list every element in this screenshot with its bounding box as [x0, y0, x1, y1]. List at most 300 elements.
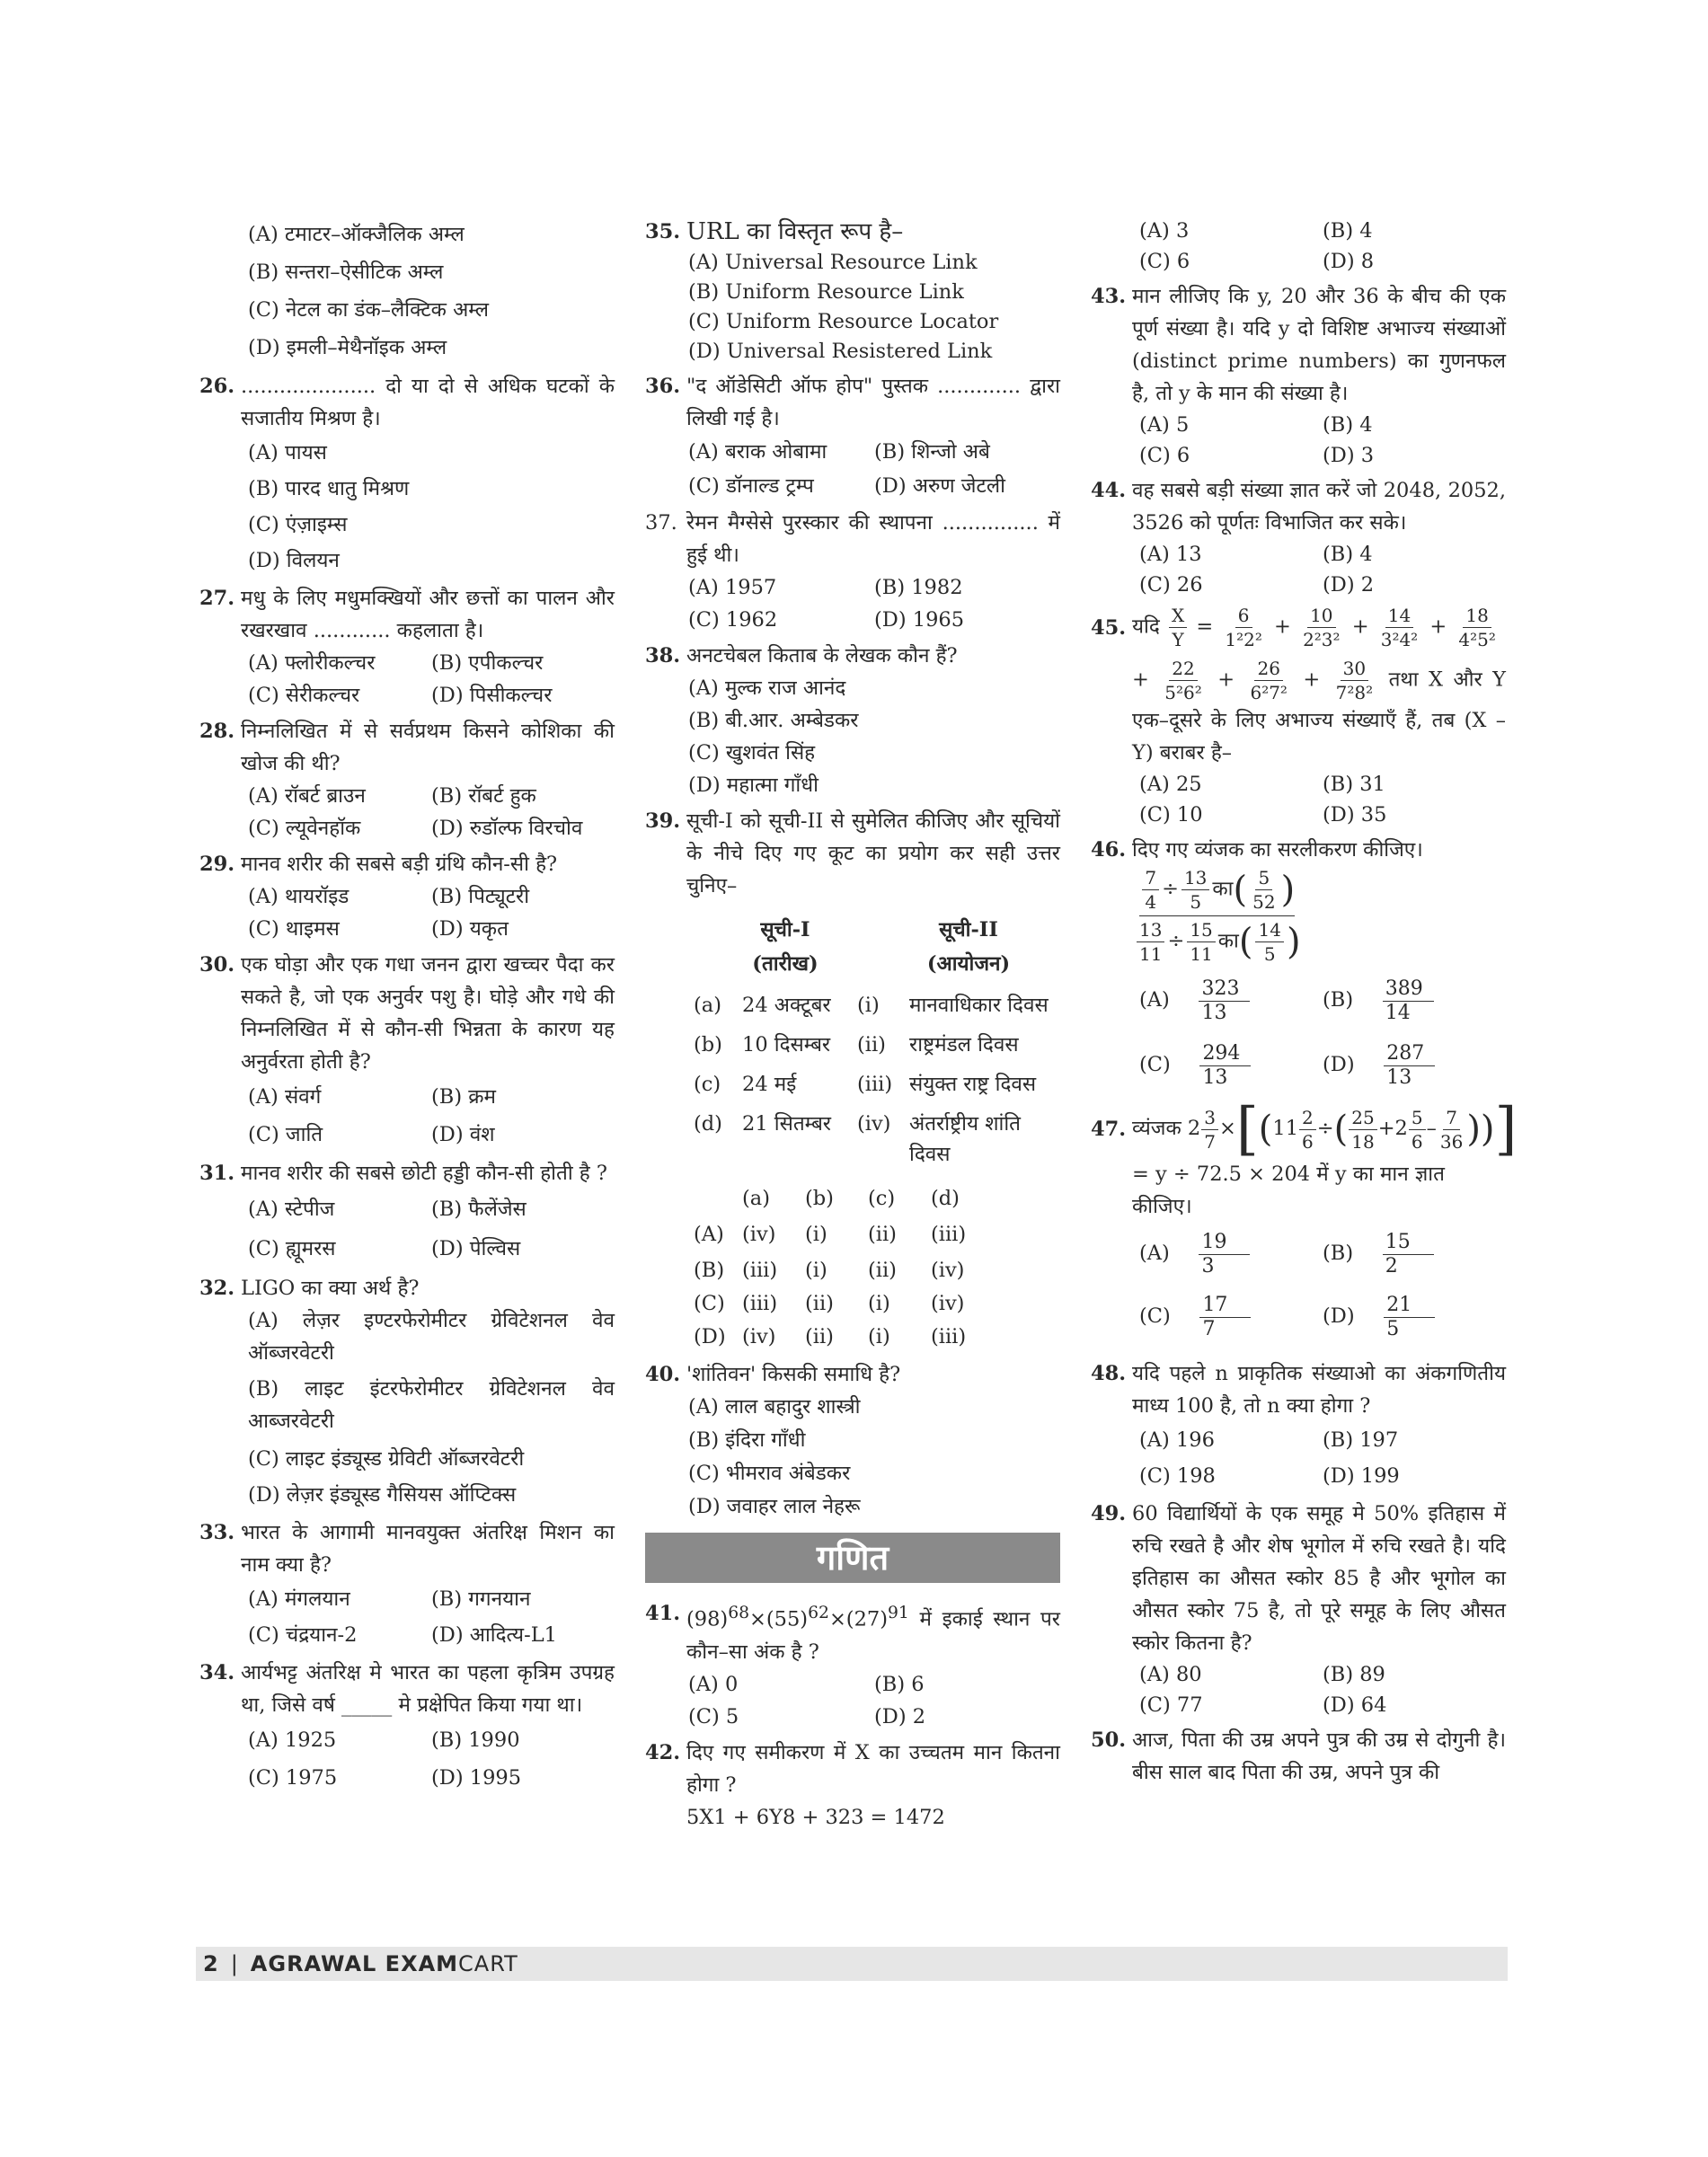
- fraction-denominator: 6: [1302, 1130, 1314, 1153]
- option-b: (B) एपीकल्चर: [431, 651, 544, 675]
- question-text: मानव शरीर की सबसे बड़ी ग्रंथि कौन-सी है?: [241, 853, 558, 876]
- option-label: (C): [1139, 1304, 1171, 1328]
- question-number: 49.: [1091, 1502, 1127, 1525]
- list-2-subtitle: (आयोजन): [926, 952, 1011, 976]
- option-d: (D) वंश: [431, 1123, 495, 1146]
- question-number: 26.: [199, 375, 235, 398]
- option-b: (B) बी.आर. अम्बेडकर: [688, 709, 859, 732]
- question-number: 47.: [1091, 1118, 1127, 1141]
- option-d: (D) 2: [1323, 573, 1375, 597]
- footer-separator: |: [230, 1951, 238, 1976]
- question-number: 36.: [645, 375, 681, 398]
- question-26: [199, 370, 615, 579]
- question-number: 37.: [645, 511, 677, 535]
- question-28: [199, 715, 615, 844]
- row-roman: (ii): [857, 1033, 886, 1056]
- option-d: [1323, 1038, 1506, 1092]
- list-2-title: सूची-II: [939, 918, 998, 941]
- option-a: (A) मंगलयान: [248, 1587, 350, 1611]
- code-row: [694, 1319, 1060, 1355]
- code-cell: (iv): [742, 1223, 776, 1246]
- brand-part: AGRAWAL: [250, 1951, 385, 1976]
- option-d: (D) महात्मा गाँधी: [688, 774, 819, 797]
- code-cell: (iii): [742, 1292, 778, 1315]
- option-a: (A) लाल बहादुर शास्त्री: [688, 1395, 861, 1419]
- option-b: (B) सन्तरा–ऐसीटिक अम्ल: [248, 261, 444, 284]
- fraction-denominator: 14: [1385, 1001, 1411, 1024]
- option-d: (D) विलयन: [248, 549, 340, 572]
- question-number: 35.: [645, 220, 681, 243]
- option-a: (A) मुल्क राज आनंद: [688, 676, 846, 700]
- question-37: [645, 507, 1060, 636]
- code-cell: (ii): [805, 1292, 834, 1315]
- row-label: (a): [694, 994, 721, 1017]
- question-42-options: [1091, 216, 1506, 277]
- question-text: दिए गए समीकरण में X का उच्चतम मान कितना होगा ?: [686, 1740, 1060, 1797]
- option-a: (A) 3: [1139, 219, 1190, 243]
- option-c: (C) लाइट इंड्यूस्ड ग्रेविटी ऑब्जरवेटरी: [248, 1447, 525, 1471]
- question-44: [1091, 474, 1506, 600]
- question-text: यदि पहले n प्राकृतिक संख्याओ का अंकगणितीय माध्य 100 है, तो n क्या होगा ?: [1132, 1362, 1506, 1418]
- code-cell: (iii): [742, 1259, 778, 1282]
- question-text: निम्नलिखित में से सर्वप्रथम किसने कोशिका की खोज की थी?: [241, 720, 615, 775]
- exponent-2: 62: [808, 1604, 829, 1622]
- question-38: [645, 640, 1060, 801]
- question-46: [1091, 834, 1506, 1092]
- option-c: (C) सेरीकल्चर: [248, 684, 360, 707]
- question-number: 32.: [199, 1277, 235, 1300]
- brand-logo: [251, 1951, 518, 1976]
- row-label: (d): [694, 1112, 722, 1136]
- option-c: (C) 6: [1139, 444, 1190, 467]
- question-36: [645, 370, 1060, 503]
- match-row: [694, 1030, 1060, 1060]
- option-d: (D) 199: [1323, 1464, 1400, 1488]
- code-cell: (iv): [931, 1292, 965, 1315]
- option-a: (A) 0: [688, 1672, 739, 1696]
- option-b: (B) 197: [1323, 1428, 1399, 1452]
- question-number: 43.: [1091, 285, 1127, 308]
- option-b: (B) 1982: [874, 576, 963, 599]
- question-text: रेमन मैग्सेसे पुरस्कार की स्थापना ............... में हुई थी।: [686, 511, 1060, 567]
- question-tail: में इकाई स्थान पर कौन–सा अंक है ?: [686, 1607, 1060, 1664]
- option-b: (B) शिन्जो अबे: [874, 440, 990, 464]
- option-a: (A) टमाटर–ऑक्जैलिक अम्ल: [248, 223, 465, 246]
- code-row: [694, 1252, 1060, 1288]
- list-1-subtitle: (तारीख): [752, 952, 819, 976]
- exponent-1: 68: [728, 1604, 750, 1622]
- whole-number: 2: [1394, 1117, 1408, 1140]
- fraction-denominator: 13: [1201, 1001, 1227, 1024]
- base-3: ×(27): [828, 1607, 888, 1631]
- option-d: (D) 1965: [874, 608, 965, 632]
- option-a: (A) पायस: [248, 441, 327, 464]
- fraction-numerator: 18: [1463, 604, 1491, 628]
- option-label: (B): [1323, 988, 1354, 1012]
- option-c: (C) डॉनाल्ड ट्रम्प: [688, 474, 814, 498]
- option-a: [1139, 973, 1323, 1027]
- fraction-denominator: 5²6²: [1164, 682, 1202, 703]
- question-number: 42.: [645, 1740, 681, 1764]
- question-text: [686, 1597, 1060, 1668]
- option-d: (D) आदित्य-L1: [431, 1623, 557, 1647]
- ka-text: का: [1212, 877, 1234, 901]
- list-1-title: सूची-I: [760, 918, 810, 941]
- option-c: (C) 5: [688, 1704, 739, 1728]
- option-c: (C) एंज़ाइम्स: [248, 513, 348, 536]
- option-c: (C) 1962: [688, 608, 778, 632]
- option-label: (C): [1139, 1053, 1171, 1076]
- fraction-numerator: 13: [1137, 918, 1164, 942]
- question-27: [199, 582, 615, 712]
- question-33: [199, 1516, 615, 1653]
- question-text: मान लीजिए कि y, 20 और 36 के बीच की एक पूर्ण संख्या है। यदि y दो विशिष्ट अभाज्य संख्याओं (distinct prime numbers) का गुणनफल है, तो y के मान की संख्या है।: [1132, 285, 1506, 405]
- fraction-numerator: 323: [1199, 977, 1250, 1002]
- option-d: (D) 1995: [431, 1766, 522, 1790]
- question-45: [1091, 604, 1506, 830]
- code-cell: (a): [742, 1187, 770, 1210]
- question-number: 30.: [199, 953, 235, 977]
- code-cell: (C): [694, 1292, 725, 1315]
- code-cell: (d): [931, 1187, 960, 1210]
- option-b: [1323, 973, 1506, 1027]
- row-roman: (i): [857, 994, 880, 1017]
- code-cell: (ii): [868, 1259, 897, 1282]
- row-event: संयुक्त राष्ट्र दिवस: [909, 1073, 1037, 1096]
- question-expression-cont: + $\frac{22}{\text{5²6²}}$ + $\frac{26}{\text{6²7²}}$ + $\frac{30}{\text{7²8²}}$ तथा X और Y एक–दूसरे के लिए अभाज्य संख्याएँ हैं, तब (X – Y) बराबर है–: [1132, 658, 1506, 765]
- question-text: वह सबसे बड़ी संख्या ज्ञात करें जो 2048, 2052, 3526 को पूर्णतः विभाजित कर सके।: [1132, 479, 1506, 535]
- code-row: [694, 1216, 1060, 1252]
- code-cell: (A): [694, 1223, 724, 1246]
- code-cell: (ii): [805, 1325, 834, 1348]
- option-c: (C) ल्यूवेनहॉक: [248, 817, 361, 840]
- row-date: 10 दिसम्बर: [742, 1033, 831, 1056]
- fraction-denominator: 52: [1252, 891, 1276, 913]
- question-35: [645, 216, 1060, 367]
- fraction-numerator: 14: [1255, 918, 1283, 942]
- question-number: 44.: [1091, 479, 1127, 502]
- question-text: मधु के लिए मधुमक्खियों और छत्तों का पालन और रखरखाव ............ कहलाता है।: [241, 587, 615, 642]
- row-date: 24 मई: [742, 1073, 797, 1096]
- column-1: [199, 216, 615, 1797]
- question-text: URL का विस्तृत रूप है–: [686, 218, 904, 245]
- match-table: [694, 913, 1060, 1170]
- option-label: (D): [1323, 1053, 1355, 1076]
- row-roman: (iv): [857, 1112, 891, 1136]
- code-cell: (i): [868, 1292, 890, 1315]
- option-b: (B) लाइट इंटरफेरोमीटर ग्रेविटेशनल वेव आब्जरवेटरी: [248, 1377, 615, 1433]
- code-header: [694, 1180, 1060, 1216]
- fraction-numerator: 22: [1169, 657, 1197, 681]
- column-3: [1091, 216, 1518, 1789]
- option-label: (B): [1323, 1242, 1354, 1265]
- fraction-denominator: 7: [1202, 1317, 1216, 1340]
- option-b: (B) 4: [1323, 543, 1373, 566]
- fraction-denominator: 18: [1351, 1130, 1375, 1153]
- row-event: राष्ट्रमंडल दिवस: [909, 1033, 1019, 1056]
- option-a: (A) 25: [1139, 773, 1202, 796]
- fraction-numerator: X: [1169, 604, 1187, 628]
- fraction-denominator: 5: [1263, 943, 1276, 965]
- fraction-denominator: 7: [1204, 1130, 1216, 1153]
- question-text: भारत के आगामी मानवयुक्त अंतरिक्ष मिशन का नाम क्या है?: [241, 1521, 615, 1577]
- question-number: 31.: [199, 1162, 235, 1185]
- question-50: [1091, 1724, 1506, 1789]
- row-date: 21 सितम्बर: [742, 1112, 832, 1136]
- option-d: (D) लेज़र इंड्यूस्ड गैसियस ऑप्टिक्स: [248, 1483, 517, 1507]
- question-39: [645, 805, 1060, 1355]
- question-number: 34.: [199, 1661, 235, 1684]
- question-number: 40.: [645, 1363, 681, 1386]
- question-text: आर्यभट्ट अंतरिक्ष मे भारत का पहला कृत्रिम उपग्रह था, जिसे वर्ष _____ मे प्रक्षेपित किया गया था।: [241, 1661, 615, 1717]
- option-a: (A) फ्लोरीकल्चर: [248, 651, 376, 675]
- fraction-denominator: 6: [1411, 1130, 1423, 1153]
- fraction-numerator: 19: [1199, 1231, 1250, 1255]
- row-label: (b): [694, 1033, 722, 1056]
- fraction-numerator: 389: [1383, 977, 1434, 1002]
- fraction-numerator: 10: [1307, 604, 1335, 628]
- option-a: (A) 13: [1139, 543, 1202, 566]
- question-41: [645, 1597, 1060, 1733]
- yadi-text: यदि: [1132, 614, 1160, 639]
- code-cell: (i): [805, 1259, 827, 1282]
- code-cell: (D): [694, 1325, 726, 1348]
- question-number: 39.: [645, 809, 681, 833]
- option-b: (B) क्रम: [431, 1085, 496, 1109]
- code-cell: (iv): [742, 1325, 776, 1348]
- question-number: 29.: [199, 853, 235, 876]
- ka-text: का: [1217, 929, 1239, 953]
- option-d: (D) जवाहर लाल नेहरू: [688, 1495, 861, 1518]
- question-32: [199, 1272, 615, 1513]
- code-row: [694, 1288, 1060, 1319]
- fraction-numerator: 294: [1199, 1042, 1251, 1066]
- question-text: अनटचेबल किताब के लेखक कौन हैं?: [686, 644, 958, 667]
- question-31: [199, 1157, 615, 1269]
- question-47: [1091, 1096, 1518, 1343]
- question-number: 41.: [645, 1602, 681, 1625]
- code-cell: (iv): [931, 1259, 965, 1282]
- option-a: (A) 5: [1139, 413, 1190, 437]
- option-a: (A) 196: [1139, 1428, 1215, 1452]
- equation: 5X1 + 6Y8 + 323 = 1472: [686, 1805, 945, 1829]
- question-43: [1091, 280, 1506, 471]
- fraction-denominator: 2: [1385, 1254, 1398, 1277]
- question-text: एक घोड़ा और एक गधा जनन द्वारा खच्चर पैदा कर सकते है, जो एक अनुर्वर पशु है। घोड़े और गधे की निम्नलिखित में से कौन-सी भिन्नता के कारण यह अनुर्वरता होती है?: [241, 953, 615, 1074]
- match-row: [694, 990, 1060, 1021]
- page-number: 2: [203, 1951, 218, 1976]
- option-a: (A) बराक ओबामा: [688, 440, 827, 464]
- option-b: (B) Uniform Resource Link: [688, 280, 964, 304]
- row-label: (c): [694, 1073, 721, 1096]
- fraction-denominator: 5: [1386, 1317, 1400, 1340]
- fraction-denominator: Y: [1172, 629, 1184, 650]
- answer-codes: [694, 1180, 1060, 1355]
- fraction-numerator: 6: [1235, 604, 1252, 628]
- compound-fraction: $\frac{7}{4}$ ÷ $\frac{13}{5}$ का( $\frac{5}{52}$ ) $\frac{13}{11}$ ÷ $\frac{15}{11}$ का( $\frac{14}{5}$ ): [1091, 866, 1506, 966]
- option-c: (C) 10: [1139, 803, 1203, 827]
- fraction-numerator: 3: [1201, 1106, 1218, 1130]
- fraction-numerator: 17: [1199, 1294, 1251, 1318]
- exponent-3: 91: [888, 1604, 909, 1622]
- option-b: [1323, 1226, 1506, 1280]
- code-cell: (B): [694, 1259, 725, 1282]
- fraction-denominator: 13: [1386, 1065, 1412, 1089]
- code-cell: [694, 1180, 742, 1216]
- fraction-denominator: 36: [1439, 1130, 1464, 1153]
- fraction-numerator: 25: [1349, 1106, 1376, 1130]
- option-b: (B) 6: [874, 1672, 925, 1696]
- option-d: (D) रुडॉल्फ विरचोव: [431, 817, 583, 840]
- option-d: (D) अरुण जेटली: [874, 474, 1005, 498]
- option-b: (B) 4: [1323, 413, 1373, 437]
- fraction-numerator: 14: [1385, 604, 1413, 628]
- question-text: 60 विद्यार्थियों के एक समूह मे 50% इतिहास में रुचि रखते है और शेष भूगोल में रुचि रखते है। यदि इतिहास का औसत स्कोर 85 है और भूगोल का औसत स्कोर 75 है, तो पूरे समूह के लिए औसत स्कोर कितना है?: [1132, 1502, 1506, 1655]
- fraction-numerator: 21: [1384, 1294, 1435, 1318]
- option-c: (C) खुशवंत सिंह: [688, 741, 816, 765]
- option-b: (B) 31: [1323, 773, 1385, 796]
- fraction-denominator: 4²5²: [1458, 629, 1496, 650]
- section-header-math: गणित: [645, 1533, 1060, 1583]
- question-text: 'शांतिवन' किसकी समाधि है?: [686, 1363, 901, 1386]
- fraction-denominator: 4: [1145, 891, 1157, 913]
- column-2: [645, 216, 1060, 1834]
- question-text: ..................... दो या दो से अधिक घटकों के सजातीय मिश्रण है।: [241, 375, 615, 430]
- option-d: (D) 3: [1323, 444, 1375, 467]
- option-a: (A) 1957: [688, 576, 777, 599]
- option-c: (C) 77: [1139, 1693, 1203, 1717]
- fraction-numerator: 15: [1187, 918, 1215, 942]
- code-cell: (iii): [931, 1223, 967, 1246]
- question-number: 27.: [199, 587, 235, 610]
- question-29: [199, 848, 615, 945]
- question-34: [199, 1657, 615, 1797]
- option-label: (D): [1323, 1304, 1355, 1328]
- option-d: (D) 2: [874, 1704, 926, 1728]
- fraction-numerator: 26: [1254, 657, 1282, 681]
- vyanjak-text: व्यंजक: [1132, 1117, 1181, 1140]
- option-d: (D) 35: [1323, 803, 1387, 827]
- fraction-numerator: 2: [1299, 1106, 1316, 1130]
- option-d: (D) पेल्विस: [431, 1237, 521, 1260]
- question-number: 45.: [1091, 615, 1127, 640]
- option-b: (B) रॉबर्ट हुक: [431, 784, 536, 808]
- fraction-denominator: 11: [1139, 943, 1163, 965]
- option-c: (C) Uniform Resource Locator: [688, 310, 999, 333]
- option-d: (D) इमली–मेथैनॉइक अम्ल: [248, 336, 447, 359]
- match-row: [694, 1109, 1060, 1170]
- option-c: (C) जाति: [248, 1123, 323, 1146]
- option-label: (A): [1139, 988, 1170, 1012]
- option-c: (C) नेटल का डंक–लैक्टिक अम्ल: [248, 298, 489, 322]
- option-a: (A) थायरॉइड: [248, 885, 350, 908]
- whole-number: 2: [1187, 1117, 1201, 1140]
- option-c: (C) चंद्रयान-2: [248, 1623, 358, 1647]
- question-48: [1091, 1357, 1506, 1494]
- option-c: (C) 198: [1139, 1464, 1216, 1488]
- fraction-denominator: 11: [1190, 943, 1213, 965]
- fraction-numerator: 30: [1341, 657, 1368, 681]
- option-d: (D) यकृत: [431, 917, 509, 941]
- option-a: (A) लेज़र इण्टरफेरोमीटर ग्रेविटेशनल वेव ऑब्जरवेटरी: [248, 1309, 615, 1365]
- option-b: (B) 89: [1323, 1663, 1385, 1686]
- option-b: (B) पारद धातु मिश्रण: [248, 477, 410, 500]
- fraction-denominator: 3: [1201, 1254, 1215, 1277]
- code-cell: (iii): [931, 1325, 967, 1348]
- base-1: (98): [686, 1607, 729, 1631]
- fraction-denominator: 7²8²: [1335, 682, 1374, 703]
- option-c: [1139, 1289, 1323, 1343]
- option-a: [1139, 1226, 1323, 1280]
- option-d: (D) 64: [1323, 1693, 1387, 1717]
- question-text: आज, पिता की उम्र अपने पुत्र की उम्र से दोगुनी है। बीस साल बाद पिता की उम्र, अपने पुत्र की: [1132, 1728, 1506, 1784]
- option-d: (D) Universal Resistered Link: [688, 340, 993, 363]
- question-number: 50.: [1091, 1728, 1127, 1752]
- option-c: (C) 1975: [248, 1766, 338, 1790]
- option-a: (A) स्टेपीज: [248, 1198, 335, 1221]
- question-42: [645, 1737, 1060, 1834]
- base-2: ×(55): [749, 1607, 809, 1631]
- whole-number: 11: [1272, 1117, 1299, 1140]
- question-tail: = y ÷ 72.5 × 204 में y का मान ज्ञात कीजिए।: [1132, 1162, 1445, 1218]
- row-date: 24 अक्टूबर: [742, 994, 831, 1017]
- option-a: (A) Universal Resource Link: [688, 251, 978, 274]
- option-b: (B) पिट्यूटरी: [431, 885, 530, 908]
- fraction-numerator: 5: [1409, 1106, 1426, 1130]
- row-roman: (iii): [857, 1073, 893, 1096]
- fraction-numerator: 7: [1443, 1106, 1460, 1130]
- question-expression: व्यंजक 2 $\frac{3}{7}$ ×[(11 $\frac{2}{6}$ ÷( $\frac{25}{18}$ +2 $\frac{5}{6}$ – $\frac{7}{36}$ ))]: [1132, 1096, 1518, 1162]
- fraction-denominator: 3²4²: [1380, 629, 1419, 650]
- code-cell: (c): [868, 1187, 896, 1210]
- question-text: दिए गए व्यंजक का सरलीकरण कीजिए।: [1132, 838, 1423, 862]
- question-number: 33.: [199, 1521, 235, 1544]
- question-text: मानव शरीर की सबसे छोटी हड्डी कौन-सी होती है ?: [241, 1162, 607, 1185]
- match-row: [694, 1069, 1060, 1100]
- option-d: [1323, 1289, 1506, 1343]
- fraction-denominator: 13: [1202, 1065, 1228, 1089]
- fraction-numerator: 287: [1384, 1042, 1435, 1066]
- option-b: (B) फैलेंजेस: [431, 1198, 527, 1221]
- option-label: (A): [1139, 1242, 1170, 1265]
- page-footer: [196, 1947, 1508, 1981]
- option-c: (C) थाइमस: [248, 917, 340, 941]
- question-40: [645, 1358, 1060, 1524]
- fraction-denominator: 5: [1190, 891, 1202, 913]
- question-30: [199, 949, 615, 1154]
- row-event: मानवाधिकार दिवस: [909, 994, 1049, 1017]
- code-cell: (i): [868, 1325, 890, 1348]
- brand-part: CART: [458, 1951, 518, 1976]
- option-b: (B) इंदिरा गाँधी: [688, 1428, 806, 1452]
- question-number: 38.: [645, 644, 681, 667]
- question-number: 48.: [1091, 1362, 1127, 1385]
- option-c: (C) भीमराव अंबेडकर: [688, 1462, 851, 1485]
- code-cell: (ii): [868, 1223, 897, 1246]
- option-b: (B) 4: [1323, 219, 1373, 243]
- code-cell: (i): [805, 1223, 827, 1246]
- question-number: 46.: [1091, 838, 1127, 862]
- question-text: LIGO का क्या अर्थ है?: [241, 1277, 420, 1300]
- question-25-options: [199, 216, 615, 367]
- question-49: [1091, 1498, 1506, 1720]
- question-tail: तथा X और Y एक–दूसरे के लिए अभाज्य संख्याएँ हैं, तब (X – Y) बराबर है–: [1132, 667, 1506, 765]
- option-c: (C) 6: [1139, 250, 1190, 273]
- fraction-numerator: 5: [1255, 866, 1272, 890]
- option-a: (A) 80: [1139, 1663, 1202, 1686]
- option-a: (A) 1925: [248, 1728, 337, 1752]
- fraction-denominator: 1²2²: [1225, 629, 1262, 650]
